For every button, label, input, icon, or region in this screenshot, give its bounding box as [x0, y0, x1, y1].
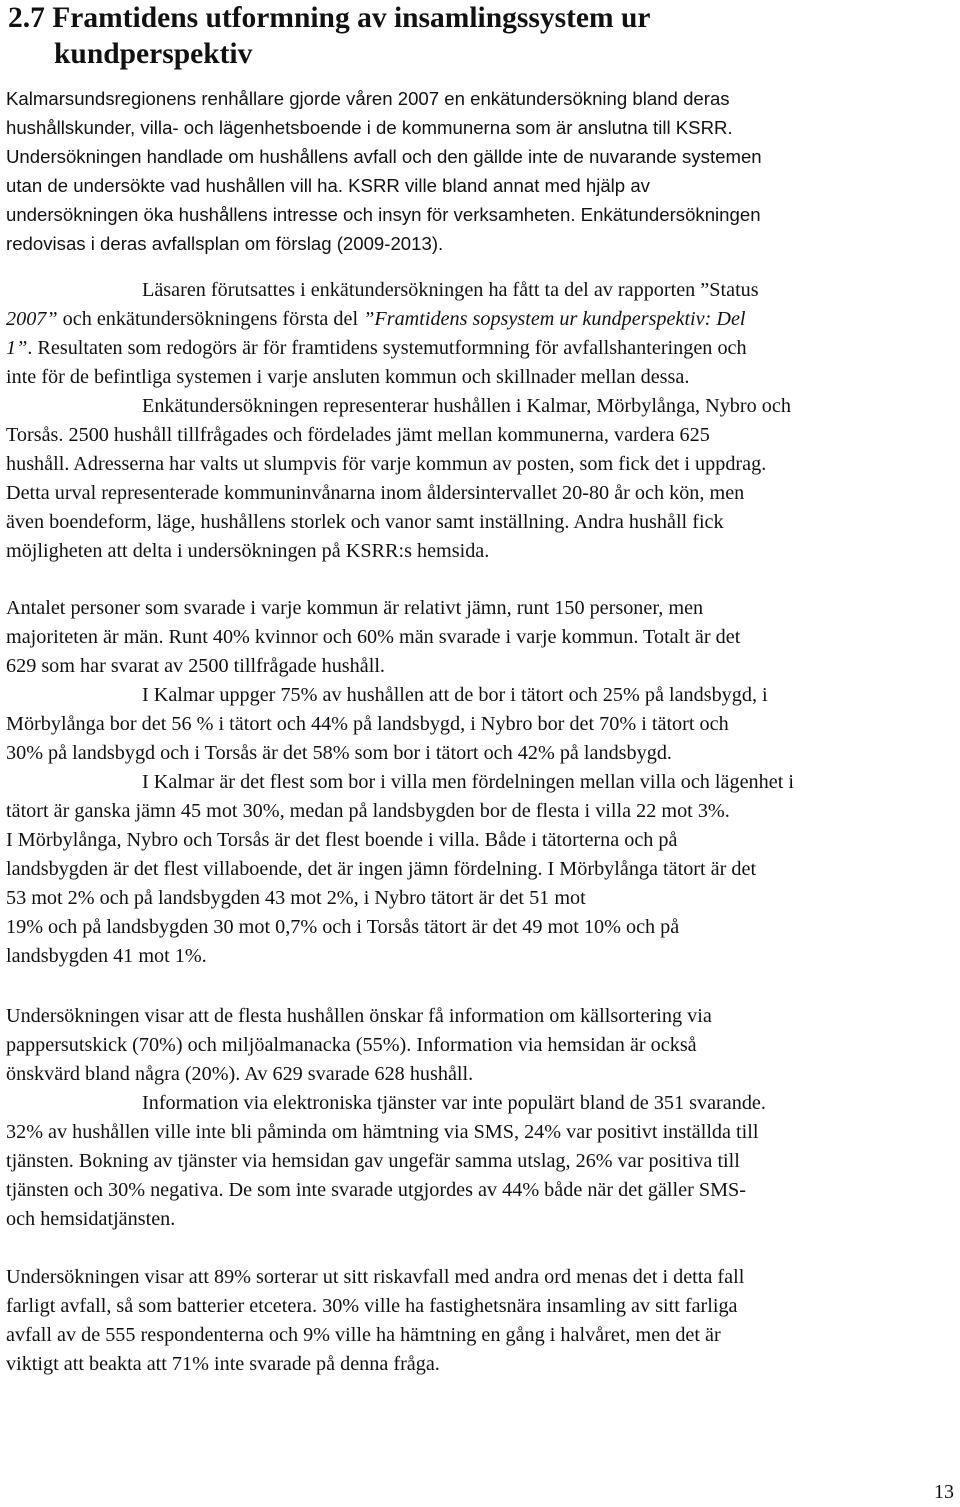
- text-line: I Kalmar är det flest som bor i villa men fördelningen mellan villa och lägenhet i: [142, 771, 794, 793]
- section-heading: [8, 0, 948, 72]
- text-line: Antalet personer som svarade i varje kommun är relativt jämn, runt 150 personer, men: [6, 597, 704, 619]
- text-line: Undersökningen visar att de flesta hushållen önskar få information om källsortering via: [6, 1005, 712, 1027]
- text-line: I Kalmar uppger 75% av hushållen att de bor i tätort och 25% på landsbygd, i: [142, 684, 768, 706]
- villa-paragraph: [6, 768, 956, 971]
- text-line: Mörbylånga bor det 56 % i tätort och 44% på landsbygd, i Nybro bor det 70% i tätort och: [6, 713, 729, 735]
- text-line: Information via elektroniska tjänster var inte populärt bland de 351 svarande.: [142, 1092, 766, 1114]
- page-number: 13: [934, 1481, 954, 1503]
- text-line: Undersökningen visar att 89% sorterar ut sitt riskavfall med andra ord menas det i detta fall: [6, 1266, 745, 1288]
- text-line: landsbygden är det flest villaboende, det är ingen jämn fördelning. I Mörbylånga tätort är det: [6, 858, 757, 880]
- text-line: tjänsten. Bokning av tjänster via hemsidan gav ungefär samma utslag, 26% var positiva till: [6, 1150, 740, 1172]
- text-line: majoriteten är män. Runt 40% kvinnor och 60% män svarade i varje kommun. Totalt är det: [6, 626, 741, 648]
- text-line: Enkätundersökningen representerar hushållen i Kalmar, Mörbylånga, Nybro och: [142, 395, 791, 417]
- text-line: tjänsten och 30% negativa. De som inte svarade utgjordes av 44% både när det gäller SMS-: [6, 1179, 746, 1201]
- tatort-paragraph: [6, 681, 956, 768]
- text-line: tätort är ganska jämn 45 mot 30%, medan på landsbygden bor de flesta i villa 22 mot 3%.: [6, 800, 730, 822]
- text-line: viktigt att beakta att 71% inte svarade på denna fråga.: [6, 1353, 440, 1375]
- text-line: Kalmarsundsregionens renhållare gjorde våren 2007 en enkätundersökning bland deras: [6, 88, 730, 109]
- text-line: 32% av hushållen ville inte bli påminda om hämtning via SMS, 24% var positivt inställda till: [6, 1121, 759, 1143]
- status-paragraph: [6, 276, 956, 392]
- text-line: önskvärd bland några (20%). Av 629 svarade 628 hushåll.: [6, 1063, 474, 1085]
- text-line: I Mörbylånga, Nybro och Torsås är det flest boende i villa. Både i tätorterna och på: [6, 829, 678, 851]
- text-line: 2007” och enkätundersökningens första del ”Framtidens sopsystem ur kundperspektiv: Del: [6, 308, 746, 330]
- text-line: avfall av de 555 respondenterna och 9% ville ha hämtning en gång i halvåret, men det är: [6, 1324, 721, 1346]
- text-line: hushåll. Adresserna har valts ut slumpvis för varje kommun av posten, som fick det i uppdrag.: [6, 453, 767, 475]
- elektroniska-paragraph: [6, 1089, 956, 1234]
- text-line: landsbygden 41 mot 1%.: [6, 945, 207, 967]
- information-paragraph: [6, 1002, 956, 1089]
- text-line: undersökningen öka hushållens intresse och insyn för verksamheten. Enkätundersökningen: [6, 204, 761, 225]
- text-line: farligt avfall, så som batterier etcetera. 30% ville ha fastighetsnära insamling av sitt farliga: [6, 1295, 738, 1317]
- text-line: 629 som har svarat av 2500 tillfrågade hushåll.: [6, 655, 385, 677]
- text-line: pappersutskick (70%) och miljöalmanacka (55%). Information via hemsidan är också: [6, 1034, 697, 1056]
- antalet-paragraph: [6, 594, 956, 681]
- section-heading-line: 2.7 Framtidens utformning av insamlingssystem ur: [8, 2, 651, 34]
- text-line: redovisas i deras avfallsplan om förslag (2009-2013).: [6, 233, 444, 254]
- text-line: och hemsidatjänsten.: [6, 1208, 176, 1230]
- text-line: Läsaren förutsattes i enkätundersökningen ha fått ta del av rapporten ”Status: [142, 279, 759, 301]
- text-line: Undersökningen handlade om hushållens avfall och den gällde inte de nuvarande systemen: [6, 146, 762, 167]
- text-line: hushållskunder, villa- och lägenhetsboende i de kommunerna som är anslutna till KSRR.: [6, 117, 733, 138]
- text-line: även boendeform, läge, hushållens storlek och vanor samt inställning. Andra hushåll fick: [6, 511, 724, 533]
- report-title-del: 1”: [6, 337, 28, 359]
- text-line: utan de undersökte vad hushållen vill ha. KSRR ville bland annat med hjälp av: [6, 175, 650, 196]
- text-line: möjligheten att delta i undersökningen på KSRR:s hemsida.: [6, 540, 490, 562]
- report-title-status: 2007”: [6, 308, 58, 330]
- text-line: inte för de befintliga systemen i varje ansluten kommun och skillnader mellan dessa.: [6, 366, 690, 388]
- representerar-paragraph: [6, 392, 956, 566]
- text-line: Torsås. 2500 hushåll tillfrågades och fördelades jämt mellan kommunerna, vardera 625: [6, 424, 710, 446]
- section-heading-line: kundperspektiv: [54, 38, 253, 70]
- text-line: 1”. Resultaten som redogörs är för framtidens systemutformning för avfallshanteringen och: [6, 337, 747, 359]
- text-line: 30% på landsbygd och i Torsås är det 58% som bor i tätort och 42% på landsbygd.: [6, 742, 672, 764]
- text-line: Detta urval representerade kommuninvånarna inom åldersintervallet 20-80 år och kön, men: [6, 482, 745, 504]
- intro-paragraph: [6, 84, 956, 258]
- report-title-framtidens: ”Framtidens sopsystem ur kundperspektiv: Del: [363, 308, 746, 330]
- text-line: 19% och på landsbygden 30 mot 0,7% och i Torsås tätort är det 49 mot 10% och på: [6, 916, 680, 938]
- text-line: 53 mot 2% och på landsbygden 43 mot 2%, i Nybro tätort är det 51 mot: [6, 887, 586, 909]
- farligt-avfall-paragraph: [6, 1263, 956, 1379]
